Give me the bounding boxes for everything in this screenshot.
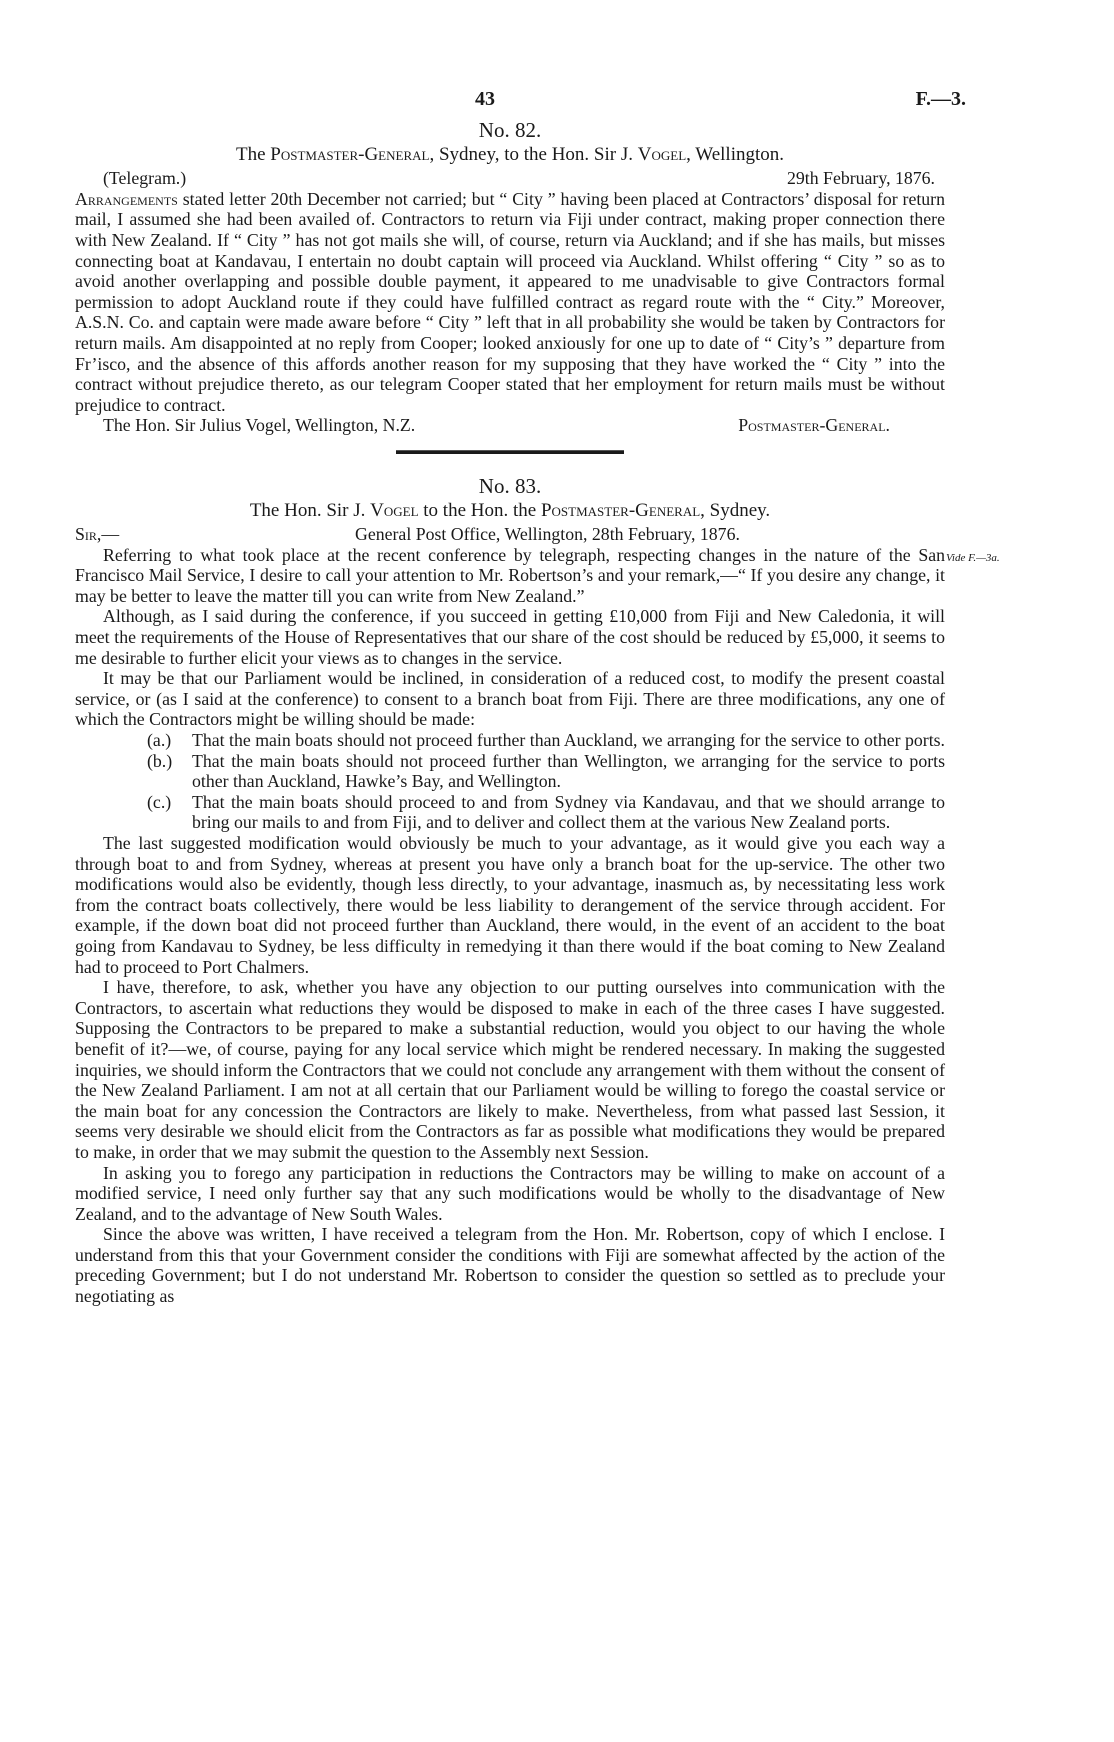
letter-83-para-3: It may be that our Parliament would be inclined, in consideration of a reduced cost, to modify the present coastal service, or (as I said at the conference) to consent to a branch boat from Fiji. There are three modifications, any one of which the Contractors might be willing should be made:	[75, 668, 945, 730]
list-item: (a.) That the main boats should not proceed further than Auckland, we arranging for the service to other ports.	[147, 730, 946, 751]
modifications-list	[75, 730, 945, 833]
page-number: 43	[475, 88, 495, 110]
letter-82-body: Arrangements stated letter 20th December not carried; but “ City ” having been placed at Contractors’ disposal for return mail, I assumed she had been availed of. Contractors to return via Fiji under contract, making proper connection there with New Zealand. If “ City ” has not got mails she will, of course, return via Auckland; and if she has mails, but misses connecting boat at Kandavau, I entertain no doubt captain will proceed via Auckland. Whilst offering “ City ” so as to avoid another overlapping and possible double payment, it appeared to me unadvisable to give Contractors formal permission to adopt Auckland route if they could have fulfilled contract as regard route with the “ City.” Moreover, A.S.N. Co. and captain were made aware before “ City ” left that in all probability she would be taken by Contractors for return mails. Am disappointed at no reply from Cooper; looked anxiously for one up to date of “ City’s ” departure from Fr’isco, and the absence of this affords another reason for my supposing that they have worked the “ City ” into the contract without prejudice thereto, as our telegram Cooper stated that her employment for return mails must be without prejudice to contract.	[75, 188, 945, 415]
letter-83-salutation: Sir,—	[75, 524, 120, 545]
letter-83-para-6: In asking you to forego any participation in reductions the Contractors may be willing to make on account of a modified service, I need only further say that any such modifications would be wholly to the disadvantage of New Zealand, and to the advantage of New South Wales.	[75, 1162, 945, 1224]
letter-83-para-2: Although, as I said during the conference, if you succeed in getting £10,000 from Fiji and New Caledonia, it will meet the requirements of the House of Representatives that our share of the cost should be reduced by £5,000, it seems to me desirable to further elicit your views as to changes in the service.	[75, 606, 945, 668]
letter-82-date: 29th February, 1876.	[787, 168, 935, 189]
section-divider	[396, 450, 624, 454]
letter-83-number: No. 83.	[478, 473, 542, 498]
letter-82-address: The Postmaster-General, Sydney, to the Hon. Sir J. Vogel, Wellington.	[235, 143, 785, 165]
letter-82	[75, 118, 1000, 1307]
letter-83-para-4: The last suggested modification would obviously be much to your advantage, as it would give you each way a through boat to and from Sydney, whereas at present you have only a branch boat for the up-service. The other two modifications would also be evidently, though less directly, to your advantage, inasmuch as, by necessitating less work from the contract boats collectively, there would be less liability to derangement of the service through accident. For example, if the down boat did not proceed further than Auckland, there would, in the event of an accident to the boat going from Kandavau to Sydney, be less difficulty in remedying it than there would if the boat coming to New Zealand had to proceed to Port Chalmers.	[75, 833, 945, 977]
letter-83-address: The Hon. Sir J. Vogel to the Hon. the Postmaster-General, Sydney.	[249, 499, 771, 521]
letter-83-para-5: I have, therefore, to ask, whether you have any objection to our putting ourselves into communication with the Contractors, to ascertain what reductions they would be disposed to make in each of the three cases I have suggested. Supposing the Contractors to be prepared to make a substantial reduction, would you object to our having the whole benefit of it?—we, of course, paying for any local service which might be rendered necessary. In making the suggested inquiries, we should inform the Contractors that we could not conclude any arrangement with them without the consent of the New Zealand Parliament. I am not at all certain that our Parliament would be willing to forego the coastal service or the main boat for any concession the Contractors are likely to make. Nevertheless, from what passed last Session, it seems very desirable we should elicit from the Contractors as far as possible what modifications they would be prepared to make, in order that we may submit the question to the Assembly next Session.	[75, 977, 945, 1162]
letter-82-signature: Postmaster-General.	[738, 415, 890, 436]
letter-82-number: No. 82.	[478, 118, 542, 142]
document-reference: F.—3.	[915, 88, 966, 110]
letter-83-para-1: Referring to what took place at the recent conference by telegraph, respecting changes in the nature of the San Francisco Mail Service, I desire to call your attention to Mr. Robertson’s and your remark,—“ If you desire any change, it may be better to leave the matter till you can write from New Zealand.”	[75, 544, 945, 606]
letter-82-meta	[75, 168, 945, 189]
letter-82-type: (Telegram.)	[103, 168, 187, 189]
page-header	[0, 88, 1114, 118]
list-item: (c.) That the main boats should proceed to and from Sydney via Kandavau, and that we should arrange to bring our mails to and from Fiji, and to deliver and collect them at the various New Zealand ports.	[147, 791, 945, 833]
letter-83-para-7: Since the above was written, I have received a telegram from the Hon. Mr. Robertson, copy of which I enclose. I understand from this that your Government consider the conditions with Fiji are somewhat affected by the action of the preceding Government; but I do not understand Mr. Robertson to consider the question so settled as to preclude your negotiating as	[75, 1224, 945, 1307]
letter-83-place-date: General Post Office, Wellington, 28th February, 1876.	[355, 524, 740, 545]
list-item: (b.) That the main boats should not proceed further than Wellington, we arranging for the service to ports other than Auckland, Hawke’s Bay, and Wellington.	[147, 750, 945, 792]
letter-83-salutation-row	[75, 524, 945, 545]
letter-83	[75, 473, 1000, 1307]
letter-82-closing	[75, 415, 945, 436]
margin-note: Vide F.—3a.	[946, 551, 1000, 564]
letter-82-recipient: The Hon. Sir Julius Vogel, Wellington, N.Z.	[103, 415, 416, 436]
